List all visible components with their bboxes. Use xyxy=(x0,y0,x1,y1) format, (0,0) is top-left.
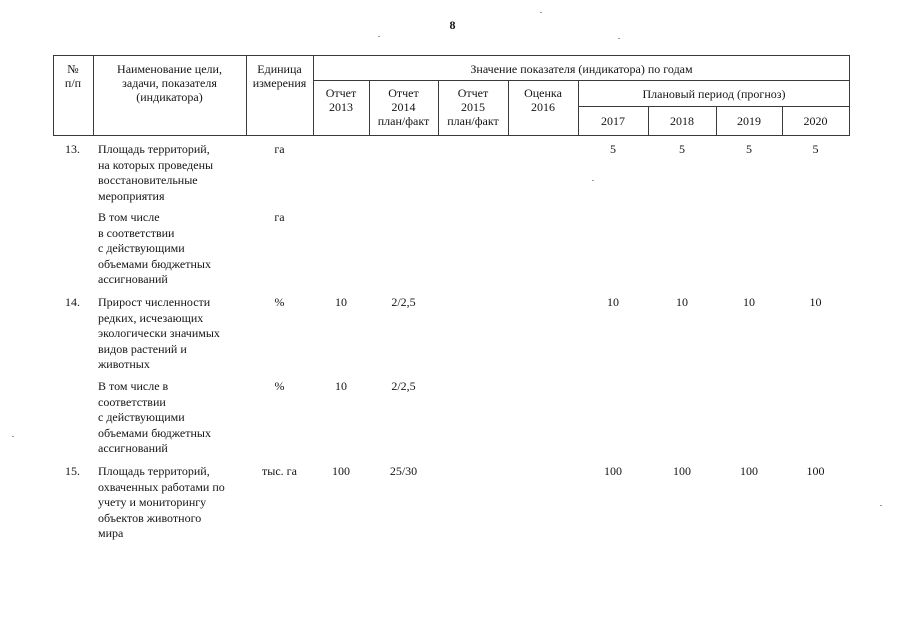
header-col-2014-line1: Отчет xyxy=(388,86,419,100)
scan-speck xyxy=(880,505,882,506)
row-name xyxy=(98,295,248,373)
row-unit: % xyxy=(274,295,285,309)
header-plan-period: Плановый период (прогноз) xyxy=(642,87,786,101)
row-name-line: Площадь территорий, xyxy=(98,464,210,478)
row-name-line: объемами бюджетных xyxy=(98,425,211,440)
row-value-2018: 5 xyxy=(679,142,685,156)
row-value-2020: 10 xyxy=(809,295,822,309)
row-number: 15. xyxy=(65,464,80,478)
row-value-2020: 5 xyxy=(812,142,819,156)
header-top-border xyxy=(53,55,850,56)
row-name-line: ассигнований xyxy=(98,272,168,286)
header-col-2016 xyxy=(508,86,578,114)
row-name-line: с действующими xyxy=(98,410,185,424)
header-name-line1: Наименование цели, xyxy=(117,62,222,76)
row-name-line: объектов животного xyxy=(98,510,202,525)
header-col-2013-line2: 2013 xyxy=(329,100,353,114)
row-name-line: видов растений и xyxy=(98,341,187,356)
row-value-2017: 5 xyxy=(610,142,616,156)
row-value-2017: 100 xyxy=(604,464,622,478)
header-num xyxy=(53,62,93,90)
row-name-line: в соответствии xyxy=(98,225,175,240)
row-value-2018: 100 xyxy=(673,464,691,478)
header-col-2014-line2: 2014 xyxy=(391,100,416,114)
row-name xyxy=(98,464,248,542)
row-name-line: на которых проведены xyxy=(98,157,214,172)
row-name-line: охваченных работами по xyxy=(98,479,225,494)
row-name-line: Площадь территорий, xyxy=(98,142,210,156)
row-value-2013: 10 xyxy=(335,295,347,309)
row-value-2017: 10 xyxy=(607,295,619,309)
header-col-2015 xyxy=(438,86,508,128)
header-values-title: Значение показателя (индикатора) по годам xyxy=(470,62,693,76)
row-value-2014: 2/2,5 xyxy=(391,379,416,393)
table-header xyxy=(0,0,905,140)
row-name-line: соответствии xyxy=(98,394,166,409)
header-unit xyxy=(246,62,313,90)
row-name-line: редких, исчезающих xyxy=(98,310,204,325)
header-bottom-border xyxy=(53,135,850,136)
row-unit: га xyxy=(274,210,285,224)
row-name-line: экологически значимых xyxy=(98,326,220,340)
row-name-line: с действующими xyxy=(98,241,185,255)
row-name-line: животных xyxy=(98,357,150,371)
header-unit-line2: измерения xyxy=(252,76,307,90)
row-name xyxy=(98,142,248,204)
row-name-line: ассигнований xyxy=(98,441,168,455)
row-name-line: восстановительные xyxy=(98,173,198,187)
scan-speck xyxy=(592,180,594,181)
header-year-2017: 2017 xyxy=(601,114,625,128)
row-value-2014: 25/30 xyxy=(389,464,418,478)
header-year-2020: 2020 xyxy=(803,114,828,128)
header-year-2018: 2018 xyxy=(670,114,694,128)
page-number: 8 xyxy=(449,18,456,32)
header-name-line3: (индикатора) xyxy=(136,90,203,104)
row-value-2020: 100 xyxy=(806,464,825,478)
row-name-line: В том числе xyxy=(98,210,160,224)
row-name-line: мероприятия xyxy=(98,188,165,203)
row-name-line: объемами бюджетных xyxy=(98,256,211,271)
row-value-2014: 2/2,5 xyxy=(391,295,416,309)
row-name-line: Прирост численности xyxy=(98,295,211,309)
header-plan-divider xyxy=(578,106,850,107)
header-year-2019: 2019 xyxy=(737,114,761,128)
row-unit: % xyxy=(274,379,285,393)
row-value-2019: 5 xyxy=(746,142,752,156)
header-col-2014-line3: план/факт xyxy=(377,114,430,128)
scan-speck xyxy=(378,36,380,37)
header-name-line2: задачи, показателя xyxy=(122,76,217,90)
row-name-line: мира xyxy=(98,526,124,540)
row-value-2013: 100 xyxy=(332,464,350,478)
row-number: 14. xyxy=(65,295,80,309)
header-unit-line1: Единица xyxy=(257,62,302,76)
header-num-line2: п/п xyxy=(64,76,82,90)
header-num-line1: № xyxy=(67,62,79,76)
header-name xyxy=(93,62,246,104)
header-values-divider xyxy=(313,80,850,81)
header-col-2014 xyxy=(369,86,438,128)
header-col-2015-line2: 2015 xyxy=(461,100,485,114)
row-value-2019: 10 xyxy=(743,295,755,309)
row-value-2019: 100 xyxy=(740,464,758,478)
row-value-2013: 10 xyxy=(335,379,347,393)
row-value-2018: 10 xyxy=(676,295,688,309)
row-number: 13. xyxy=(65,142,80,156)
header-col-2016-line1: Оценка xyxy=(524,86,562,100)
row-name xyxy=(98,379,248,457)
row-unit: га xyxy=(274,142,285,156)
header-col-2015-line3: план/факт xyxy=(447,114,499,128)
header-col-2015-line1: Отчет xyxy=(457,86,489,100)
row-name xyxy=(98,210,248,288)
row-unit: тыс. га xyxy=(262,464,297,478)
header-col-2013-line1: Отчет xyxy=(325,86,357,100)
header-col-2016-line2: 2016 xyxy=(531,100,555,114)
row-name-line: В том числе в xyxy=(98,379,169,393)
scan-speck xyxy=(12,436,14,437)
scan-speck xyxy=(540,12,542,13)
scan-speck xyxy=(618,38,620,39)
row-name-line: учету и мониторингу xyxy=(98,495,207,509)
header-col-2013 xyxy=(313,86,369,114)
